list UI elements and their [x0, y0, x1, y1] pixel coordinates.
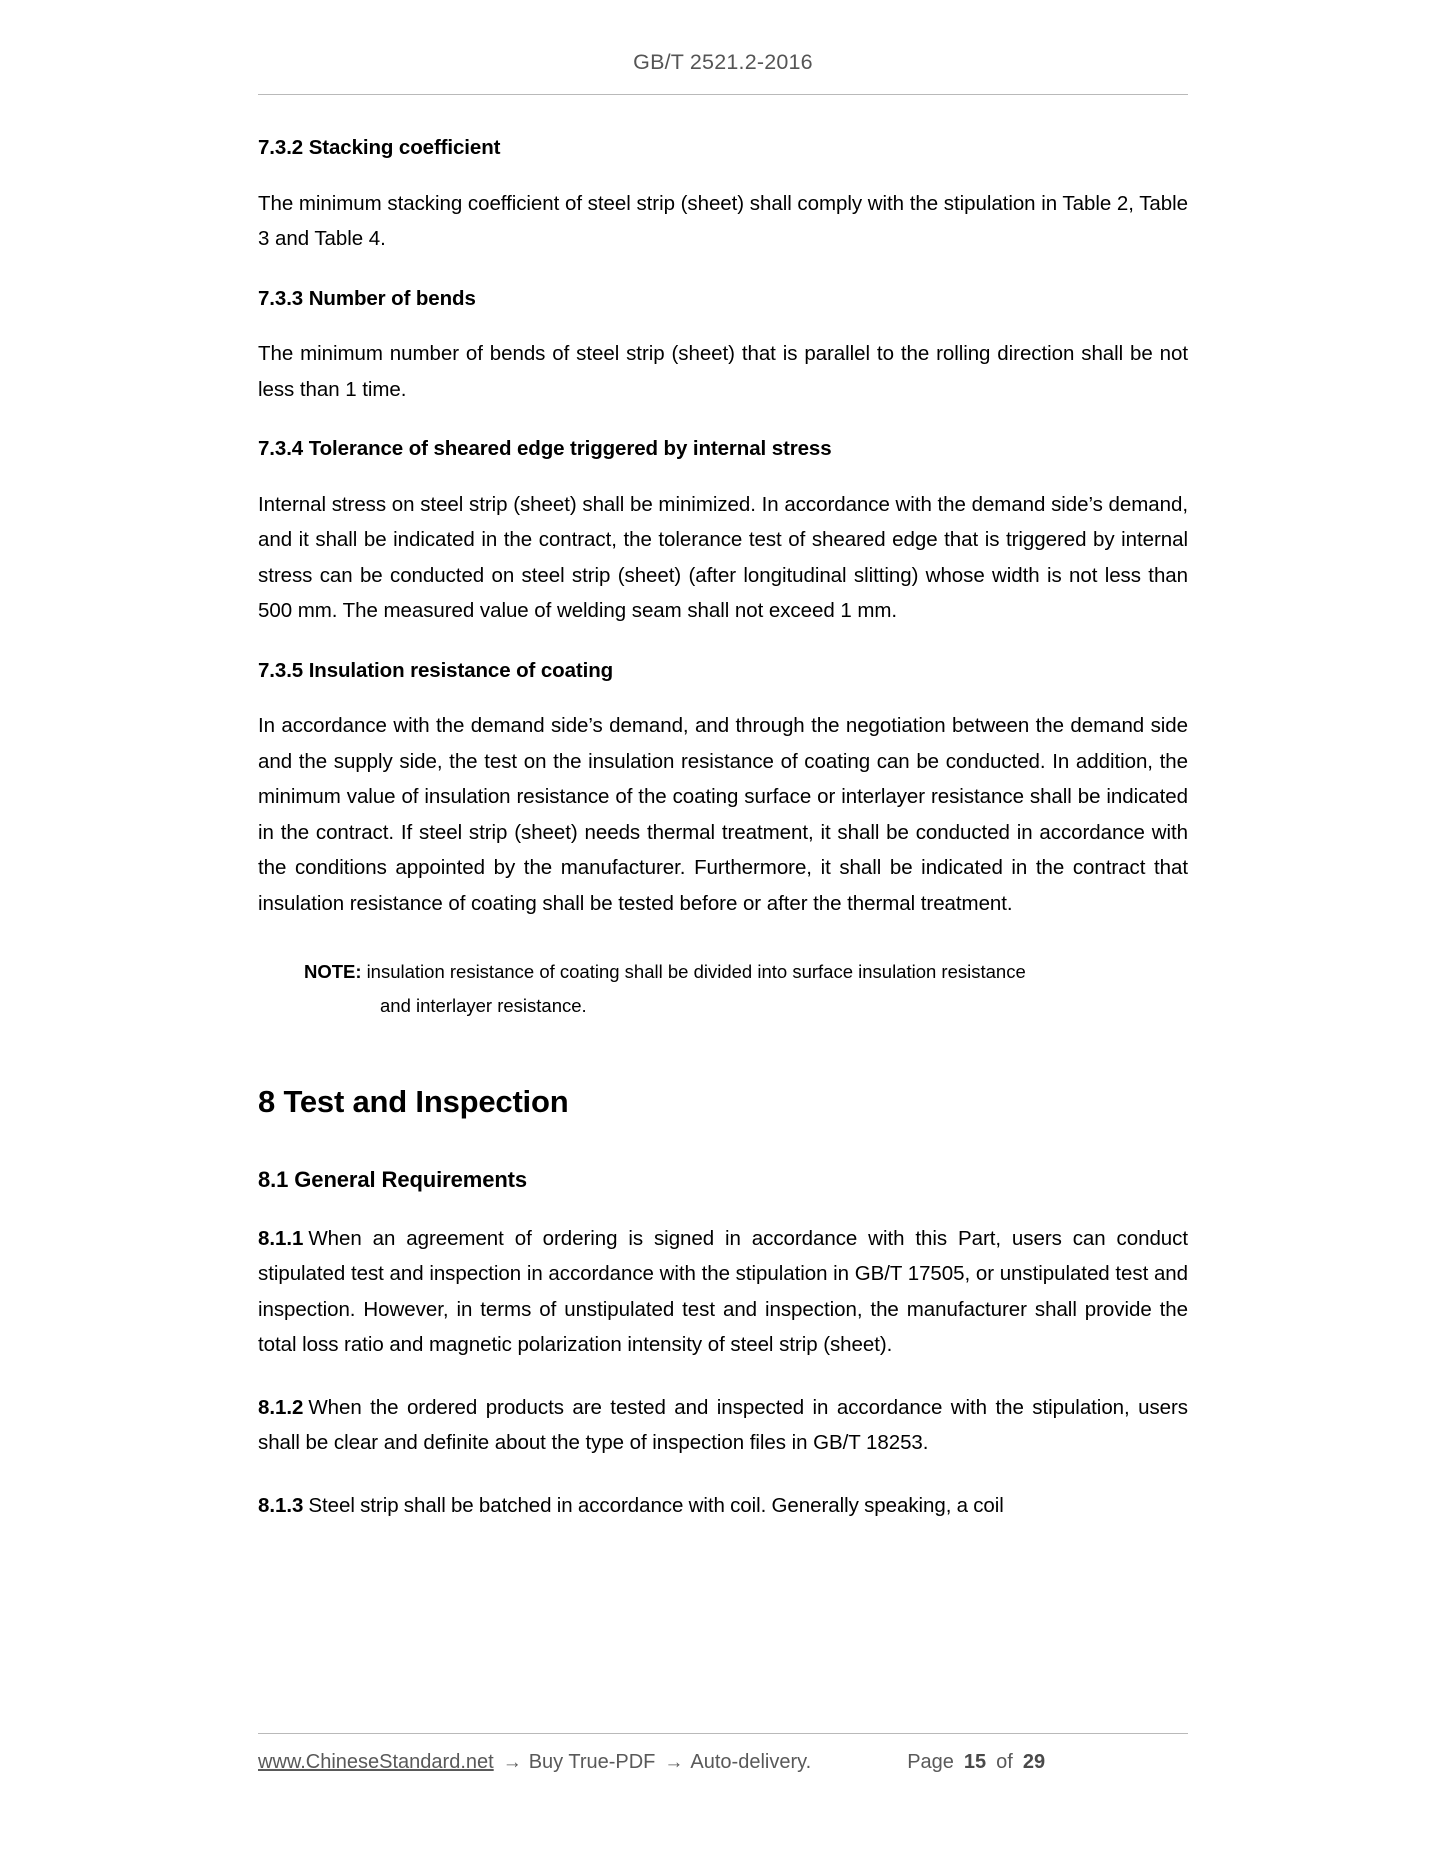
- paragraph-8-1-2: [258, 1390, 1188, 1461]
- heading-7-3-5: 7.3.5 Insulation resistance of coating: [258, 658, 614, 682]
- paragraph-8-1-1-text: When an agreement of ordering is signed in accordance with this Part, users can conduct stipulated test and inspection in accordance with the stipulation in GB/T 17505, or unstipulated test and inspection. However, in terms of unstipulated test and inspection, the manufacturer shall provide the total loss ratio and magnetic polarization intensity of steel strip (sheet).: [258, 1226, 1188, 1357]
- note-first-line: [304, 955, 1142, 989]
- page-indicator: [907, 1751, 1045, 1774]
- paragraph-8-1-3: [258, 1488, 1188, 1524]
- footer-promo: [258, 1751, 811, 1774]
- heading-7-3-2: 7.3.2 Stacking coefficient: [258, 136, 501, 159]
- total-page-count: 29: [1022, 1751, 1046, 1773]
- paragraph-8-1-2-number: 8.1.2: [258, 1395, 304, 1419]
- note-text-line-1: insulation resistance of coating shall be divided into surface insulation resistance: [366, 961, 1026, 983]
- header-divider: [258, 94, 1188, 95]
- paragraph-8-1-3-number: 8.1.3: [258, 1493, 304, 1517]
- note-label: NOTE:: [304, 961, 362, 983]
- heading-7-3-3: 7.3.3 Number of bends: [258, 286, 476, 310]
- page-label: Page: [907, 1751, 954, 1773]
- document-body: [258, 136, 1188, 1523]
- current-page-number: 15: [963, 1751, 987, 1773]
- website-link[interactable]: www.ChineseStandard.net: [258, 1751, 494, 1773]
- arrow-right-icon-2: →: [664, 1752, 684, 1773]
- paragraph-7-3-4: Internal stress on steel strip (sheet) shall be minimized. In accordance with the demand side’s demand, and it shall be indicated in the contract, the tolerance test of sheared edge that is triggered by internal stress can be conducted on steel strip (sheet) (after longitudinal slitting) whose width is not less than 500 mm. The measured value of welding seam shall not exceed 1 mm.: [258, 492, 1188, 623]
- buy-true-pdf-text: Buy True-PDF: [528, 1751, 656, 1773]
- paragraph-8-1-3-text: Steel strip shall be batched in accordance with coil. Generally speaking, a coil: [308, 1493, 1004, 1517]
- of-label: of: [996, 1751, 1013, 1773]
- heading-8-1: 8.1 General Requirements: [258, 1167, 528, 1193]
- paragraph-7-3-5: In accordance with the demand side’s demand, and through the negotiation between the demand side and the supply side, the test on the insulation resistance of coating can be conducted. In addition, the minimum value of insulation resistance of the coating surface or interlayer resistance shall be indicated in the contract. If steel strip (sheet) needs thermal treatment, it shall be conducted in accordance with the conditions appointed by the manufacturer. Furthermore, it shall be indicated in the contract that insulation resistance of coating shall be tested before or after the thermal treatment.: [258, 714, 1188, 915]
- footer-divider: [258, 1733, 1188, 1734]
- paragraph-8-1-2-text: When the ordered products are tested and inspected in accordance with the stipulation, users shall be clear and definite about the type of inspection files in GB/T 18253.: [258, 1395, 1188, 1455]
- auto-delivery-text: Auto-delivery.: [690, 1751, 812, 1773]
- paragraph-8-1-1-number: 8.1.1: [258, 1226, 304, 1250]
- arrow-right-icon-1: →: [502, 1752, 522, 1773]
- paragraph-7-3-2: The minimum stacking coefficient of steel strip (sheet) shall comply with the stipulation in Table 2, Table 3 and Table 4.: [258, 191, 1188, 251]
- paragraph-7-3-3: The minimum number of bends of steel strip (sheet) that is parallel to the rolling direction shall be not less than 1 time.: [258, 342, 1188, 401]
- heading-7-3-4: 7.3.4 Tolerance of sheared edge triggered by internal stress: [258, 437, 832, 461]
- note-block: [258, 955, 1142, 1023]
- note-text-line-2: and interlayer resistance.: [380, 995, 587, 1017]
- page-header: [258, 50, 1188, 75]
- paragraph-8-1-1: [258, 1221, 1188, 1363]
- page-footer: [258, 1751, 1188, 1774]
- standard-code-title: GB/T 2521.2-2016: [633, 50, 813, 74]
- heading-section-8: 8 Test and Inspection: [258, 1084, 569, 1120]
